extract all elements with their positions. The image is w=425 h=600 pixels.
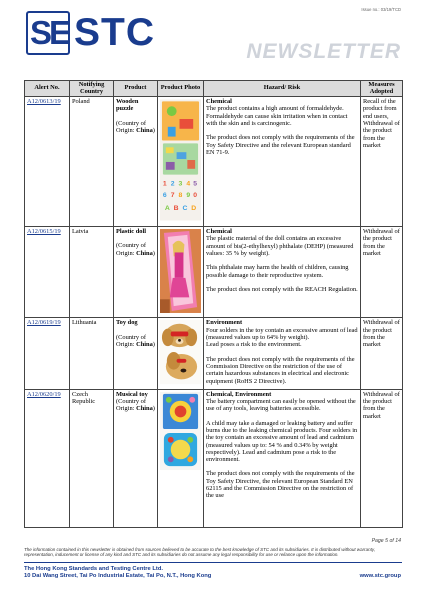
table-row [25, 318, 403, 389]
product-name: Wooden puzzle [116, 98, 139, 113]
hazard-cell [204, 227, 361, 318]
country-of-origin: (Country of Origin: China) [116, 242, 155, 257]
alert-no-link[interactable]: A12/0615/19 [27, 228, 61, 236]
company-name: The Hong Kong Standards and Testing Centre Ltd. [24, 566, 164, 572]
svg-text:7: 7 [170, 192, 175, 200]
hazard-text: Formaldehyde can cause skin irritation when in contact with the skin and is carcinogenic. [206, 112, 348, 128]
table-header-row [25, 81, 403, 97]
hazard-extra: This phthalate may harm the health of children, causing possible damage to their reproductive system. [206, 264, 349, 279]
alert-no-cell [25, 389, 70, 527]
svg-text:D: D [191, 204, 197, 212]
alert-no-link[interactable]: A12/0620/19 [27, 390, 61, 398]
hazard-text: The plastic material of the doll contains an excessive amount of bis(2-ethylhexyl) phthalate (DEHP) (measured values: 35 % by weight). [206, 235, 354, 258]
hazard-title: Chemical, Environment [206, 390, 272, 398]
product-cell [114, 318, 158, 389]
alert-no-cell [25, 97, 70, 227]
col-notifying-country: Notifying Country [70, 81, 114, 97]
svg-text:B: B [173, 204, 179, 212]
hazard-title: Environment [206, 319, 243, 327]
company-address: 10 Dai Wang Street, Tai Po Industrial Estate, Tai Po, N.T., Hong Kong [24, 573, 212, 580]
hazard-compliance: The product does not comply with the requirements of the Toy Safety Directive and the relevant European standard EN 71-9. [206, 134, 355, 156]
company-info [24, 566, 211, 581]
photo-cell [158, 389, 204, 527]
svg-text:4: 4 [186, 180, 191, 188]
country-of-origin: (Country of Origin: China) [116, 119, 155, 135]
hazard-cell [204, 318, 361, 389]
country-cell: Lithuania [70, 318, 114, 389]
hazard-compliance: The product does not comply with the REACH Regulation. [206, 285, 358, 293]
table-row [25, 97, 403, 227]
col-product: Product [114, 81, 158, 97]
svg-text:8: 8 [178, 192, 183, 200]
footer-divider [24, 562, 402, 563]
product-cell [114, 389, 158, 527]
alert-no-cell [25, 227, 70, 318]
page-footer [0, 536, 425, 600]
measures-cell: Withdrawal of the product from the market [361, 227, 403, 318]
stc-logo [26, 11, 155, 57]
alert-no-cell [25, 318, 70, 389]
hazard-cell [204, 389, 361, 527]
photo-cell [158, 227, 204, 318]
measures-cell: Withdrawal of the product from the market [361, 318, 403, 389]
hazard-compliance: The product does not comply with the requirements of the Toy Safety Directive, the relevant European Standard EN 62115 and the Commission Directive on the restriction of the use [206, 470, 355, 500]
toy-dog-photo [160, 319, 201, 385]
hazard-text: The product contains a high amount of formaldehyde. [206, 105, 344, 113]
measures-cell: Recall of the product from end users, Withdrawal of the product from the market [361, 97, 403, 227]
logo-text: STC [74, 11, 155, 54]
product-cell [114, 97, 158, 227]
svg-text:9: 9 [186, 192, 191, 200]
product-cell [114, 227, 158, 318]
page-number: Page 5 of 14 [371, 538, 401, 544]
website-link[interactable]: www.stc.group [359, 573, 401, 579]
country-of-origin: (Country of Origin: China) [116, 398, 155, 413]
product-name: Musical toy [116, 390, 148, 398]
product-name: Plastic doll [116, 228, 146, 236]
country-of-origin: (Country of Origin: China) [116, 333, 155, 349]
newsletter-header [0, 0, 425, 78]
svg-text:6: 6 [162, 192, 167, 200]
col-measures-adopted: Measures Adopted [361, 81, 403, 97]
hazard-cell [204, 97, 361, 227]
hazard-title: Chemical [206, 98, 232, 106]
logo-mark: SE [30, 14, 69, 51]
hazard-compliance: The product does not comply with the requirements of the Commission Directive on the restriction of the use of certain hazardous substances in electrical and electronic equipment (RoHS 2 Directive). [206, 355, 355, 385]
svg-text:2: 2 [170, 180, 175, 188]
svg-text:C: C [182, 204, 188, 212]
col-alert-no: Alert No. [25, 81, 70, 97]
country-cell: Poland [70, 97, 114, 227]
product-name: Toy dog [116, 319, 138, 327]
svg-text:A: A [164, 204, 170, 212]
issue-number: Issue no.: 03/19/TCD [361, 7, 401, 12]
alert-no-link[interactable]: A12/0613/19 [27, 98, 61, 106]
country-cell: Czech Republic [70, 389, 114, 527]
svg-text:1: 1 [162, 180, 167, 188]
svg-text:0: 0 [193, 192, 198, 200]
wooden-puzzle-photo [160, 98, 201, 222]
photo-cell [158, 318, 204, 389]
hazard-extra: A child may take a damaged or leaking battery and suffer burns due to the leaking chemical products. Four solders in the toy contain an excessive amount of lead and cadmium (measured values up to: 54 % and 0.34% by weight respectively). Lead and cadmium pose a risk to the environment. [206, 419, 358, 464]
hazard-title: Chemical [206, 228, 232, 236]
alert-no-link[interactable]: A12/0619/19 [27, 319, 61, 327]
photo-cell [158, 97, 204, 227]
table-row [25, 227, 403, 318]
plastic-doll-photo [160, 228, 201, 314]
col-hazard-risk: Hazard/ Risk [204, 81, 361, 97]
measures-cell: Withdrawal of the product from the market [361, 389, 403, 527]
disclaimer: The information contained in this newsletter is obtained from sources believed to be accurate to the best knowledge of STC and its subsidiaries. It is distributed without warranty, representation, inducement or license of any kind and STC and its subsidiaries do not assume any legal responsibility for use or reliance upon the information. [24, 547, 376, 558]
hazard-text: Lead poses a risk to the environment. [206, 341, 302, 349]
col-product-photo: Product Photo [158, 81, 204, 97]
newsletter-title: NEWSLETTER [246, 40, 401, 63]
country-cell: Latvia [70, 227, 114, 318]
musical-toy-photo [160, 391, 201, 471]
alerts-table [24, 80, 403, 528]
hazard-text: Four solders in the toy contain an excessive amount of lead (measured values up to 64% by weight). [206, 326, 358, 342]
svg-text:3: 3 [178, 180, 183, 188]
table-row [25, 389, 403, 527]
svg-text:5: 5 [193, 180, 198, 188]
hazard-text: The battery compartment can easily be opened without the use of any tools, leaving batteries accessible. [206, 398, 356, 413]
